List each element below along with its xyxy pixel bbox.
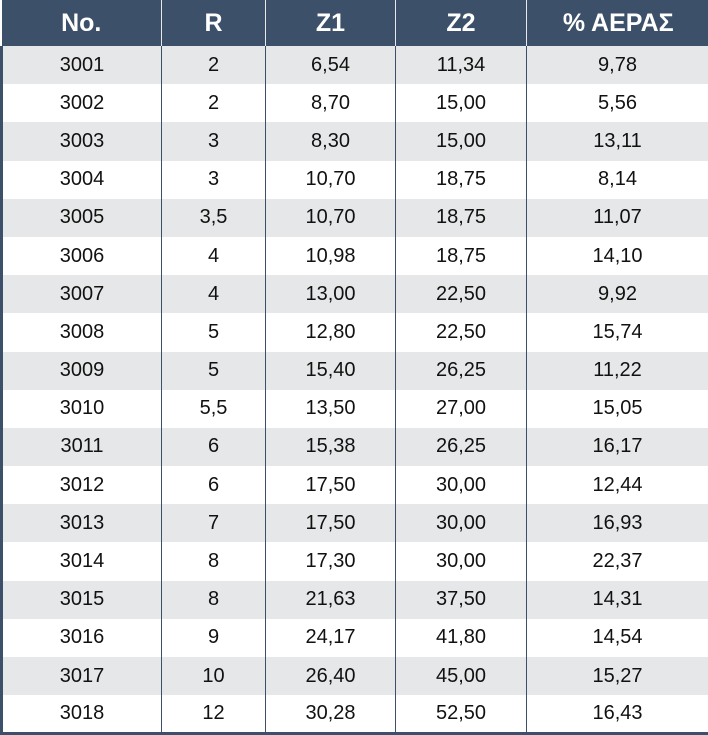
cell-r: 5 (162, 313, 266, 351)
cell-no: 3013 (2, 504, 162, 542)
table-row (2, 390, 708, 428)
cell-no: 3007 (2, 275, 162, 313)
table-row (2, 84, 708, 122)
cell-air-percent: 13,11 (527, 122, 708, 160)
cell-no: 3001 (2, 46, 162, 84)
cell-air-percent: 14,31 (527, 581, 708, 619)
cell-no: 3006 (2, 237, 162, 275)
cell-no: 3004 (2, 161, 162, 199)
cell-z2: 30,00 (396, 542, 527, 580)
table-row (2, 619, 708, 657)
cell-air-percent: 14,10 (527, 237, 708, 275)
cell-air-percent: 9,92 (527, 275, 708, 313)
table-row (2, 581, 708, 619)
cell-z2: 15,00 (396, 84, 527, 122)
table-body (2, 46, 708, 734)
cell-r: 3 (162, 161, 266, 199)
header-air-percent: % ΑΕΡΑΣ (527, 0, 708, 46)
cell-air-percent: 9,78 (527, 46, 708, 84)
header-row (2, 0, 708, 46)
table-row (2, 313, 708, 351)
cell-r: 5 (162, 352, 266, 390)
cell-z1: 13,00 (266, 275, 396, 313)
cell-no: 3012 (2, 466, 162, 504)
cell-r: 3,5 (162, 199, 266, 237)
table-row (2, 504, 708, 542)
cell-z1: 15,40 (266, 352, 396, 390)
cell-z1: 17,30 (266, 542, 396, 580)
cell-z1: 30,28 (266, 695, 396, 733)
cell-no: 3008 (2, 313, 162, 351)
cell-air-percent: 22,37 (527, 542, 708, 580)
cell-z1: 17,50 (266, 504, 396, 542)
table-row (2, 237, 708, 275)
cell-r: 12 (162, 695, 266, 733)
cell-z2: 18,75 (396, 199, 527, 237)
cell-r: 8 (162, 581, 266, 619)
cell-air-percent: 16,93 (527, 504, 708, 542)
cell-z1: 10,70 (266, 161, 396, 199)
cell-r: 7 (162, 504, 266, 542)
cell-z1: 10,98 (266, 237, 396, 275)
cell-z1: 17,50 (266, 466, 396, 504)
header-r: R (162, 0, 266, 46)
table-row (2, 46, 708, 84)
cell-z2: 26,25 (396, 428, 527, 466)
cell-air-percent: 16,17 (527, 428, 708, 466)
cell-z1: 12,80 (266, 313, 396, 351)
cell-r: 2 (162, 84, 266, 122)
cell-z2: 30,00 (396, 466, 527, 504)
cell-r: 8 (162, 542, 266, 580)
cell-z2: 11,34 (396, 46, 527, 84)
cell-z1: 26,40 (266, 657, 396, 695)
table-row (2, 657, 708, 695)
cell-no: 3014 (2, 542, 162, 580)
cell-no: 3016 (2, 619, 162, 657)
table-row (2, 695, 708, 733)
table-row (2, 352, 708, 390)
table-header (2, 0, 708, 46)
cell-no: 3017 (2, 657, 162, 695)
cell-z1: 21,63 (266, 581, 396, 619)
cell-z1: 10,70 (266, 199, 396, 237)
cell-r: 2 (162, 46, 266, 84)
cell-r: 6 (162, 466, 266, 504)
cell-no: 3015 (2, 581, 162, 619)
table-row (2, 542, 708, 580)
cell-no: 3011 (2, 428, 162, 466)
cell-no: 3009 (2, 352, 162, 390)
table-row (2, 466, 708, 504)
cell-no: 3010 (2, 390, 162, 428)
cell-r: 6 (162, 428, 266, 466)
cell-air-percent: 15,74 (527, 313, 708, 351)
cell-z1: 6,54 (266, 46, 396, 84)
cell-air-percent: 11,07 (527, 199, 708, 237)
cell-z1: 8,30 (266, 122, 396, 160)
cell-z2: 27,00 (396, 390, 527, 428)
table-row (2, 199, 708, 237)
cell-air-percent: 15,05 (527, 390, 708, 428)
header-z1: Z1 (266, 0, 396, 46)
table-row (2, 161, 708, 199)
table-row (2, 275, 708, 313)
cell-z2: 45,00 (396, 657, 527, 695)
cell-air-percent: 11,22 (527, 352, 708, 390)
cell-z2: 26,25 (396, 352, 527, 390)
cell-z2: 18,75 (396, 237, 527, 275)
cell-z1: 8,70 (266, 84, 396, 122)
cell-r: 4 (162, 275, 266, 313)
header-no: No. (2, 0, 162, 46)
cell-r: 10 (162, 657, 266, 695)
cell-z2: 18,75 (396, 161, 527, 199)
cell-no: 3003 (2, 122, 162, 160)
cell-r: 3 (162, 122, 266, 160)
cell-r: 4 (162, 237, 266, 275)
cell-z1: 13,50 (266, 390, 396, 428)
cell-air-percent: 8,14 (527, 161, 708, 199)
header-z2: Z2 (396, 0, 527, 46)
cell-air-percent: 5,56 (527, 84, 708, 122)
cell-air-percent: 16,43 (527, 695, 708, 733)
table-row (2, 428, 708, 466)
cell-z1: 15,38 (266, 428, 396, 466)
cell-z2: 22,50 (396, 275, 527, 313)
cell-r: 5,5 (162, 390, 266, 428)
cell-z2: 30,00 (396, 504, 527, 542)
cell-air-percent: 15,27 (527, 657, 708, 695)
cell-z2: 37,50 (396, 581, 527, 619)
cell-z2: 15,00 (396, 122, 527, 160)
cell-z1: 24,17 (266, 619, 396, 657)
cell-no: 3002 (2, 84, 162, 122)
cell-no: 3018 (2, 695, 162, 733)
cell-air-percent: 14,54 (527, 619, 708, 657)
cell-r: 9 (162, 619, 266, 657)
cell-z2: 41,80 (396, 619, 527, 657)
cell-z2: 22,50 (396, 313, 527, 351)
table-row (2, 122, 708, 160)
cell-z2: 52,50 (396, 695, 527, 733)
cell-no: 3005 (2, 199, 162, 237)
cell-air-percent: 12,44 (527, 466, 708, 504)
